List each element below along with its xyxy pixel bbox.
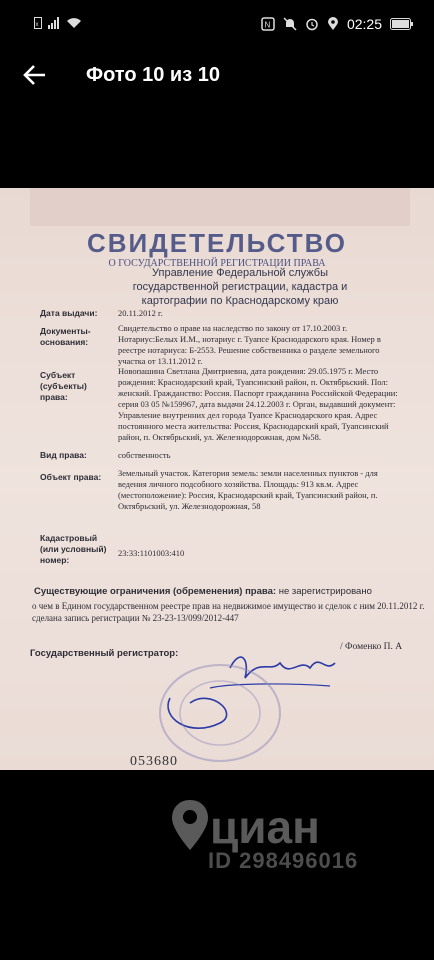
alarm-icon: [305, 17, 319, 31]
back-button[interactable]: [22, 62, 48, 88]
document-issuer: Управление Федеральной службы государственной регистрации, кадастра и картографии по Краснодарскому краю: [132, 267, 348, 307]
mute-icon: [283, 17, 297, 31]
document-title: СВИДЕТЕЛЬСТВО: [87, 228, 347, 258]
restrictions: [34, 586, 424, 597]
registrar-name: / Фоменко П. А: [340, 642, 403, 652]
registration-record: о чем в Едином государственном реестре прав на недвижимое имущество и сделок с ним 20.11.2012 г. сделана запись регистрации № 23-23-13/099/2012-447: [32, 601, 425, 623]
sim-icon: [34, 17, 42, 29]
field-value-cadastral: 23:33:1101003:410: [118, 548, 185, 558]
registrar-label: Государственный регистратор:: [30, 648, 179, 659]
field-value-basis-docs: Свидетельство о праве на наследство по закону от 17.10.2003 г. Нотариус:Белых И.М., нотариус г. Туапсе Краснодарского края. Номер в реестре нотариуса: Б-2553. Решение собственника о разделе земельного участка от 13.11.2012 г.: [118, 323, 381, 366]
field-value-right-type: собственность: [118, 450, 171, 460]
page-title: Фото 10 из 10: [86, 64, 220, 86]
cian-logo-icon: [170, 798, 210, 852]
field-value-subject: Новопашина Светлана Дмитриевна, дата рождения: 29.05.1975 г. Место рождения: Краснодарский край, Туапсинский район, п. Октябрьский. Пол: женский. Гражданство: Россия. Паспорт гражданина Российской Федерации: серия 03 05 №159967, дата выдачи 24.12.2003 г. Орган, выдавший документ: Управление внутренних дел города Туапсе Краснодарского края. Адрес постоянного места жительства: Россия, Краснодарский край, Туапсинский район, п. Октябрьский, ул. Железнодорожная, дом №58.: [118, 366, 398, 442]
arrow-left-icon: [22, 62, 48, 88]
watermark-id: ID 298496016: [208, 848, 359, 873]
field-value-issue-date: 20.11.2012 г.: [118, 308, 163, 318]
watermark-brand: циан: [210, 801, 320, 853]
nfc-icon: [261, 17, 275, 31]
serial-number: 053680: [130, 754, 178, 769]
status-right: [261, 16, 414, 32]
field-label-basis-docs: Документы-основания:: [40, 326, 91, 347]
document-photo[interactable]: [0, 188, 434, 770]
location-icon: [327, 17, 339, 31]
status-left-icons: [34, 17, 82, 29]
field-label-cadastral: Кадастровый (или условный) номер:: [40, 533, 107, 565]
field-label-object: Объект права:: [40, 472, 102, 482]
svg-text:N: N: [264, 20, 271, 30]
wifi-icon: [66, 17, 82, 29]
status-time: 02:25: [346, 16, 382, 32]
top-app-bar: [0, 50, 434, 100]
restrictions-value: не зарегистрировано: [278, 586, 372, 597]
svg-text:x: x: [35, 22, 39, 28]
field-value-object: Земельный участок. Категория земель: земли населенных пунктов - для ведения личного подсобного хозяйства. Площадь: 913 кв.м. Адрес (местоположение): Россия, Краснодарский край, Туапсинский район, п. Октябрьский, ул. Железнодорожная, 58: [118, 468, 378, 511]
restrictions-label: Существующие ограничения (обременения) права:: [34, 586, 277, 597]
battery-icon: [390, 18, 414, 30]
signal-icon: [48, 17, 60, 29]
status-bar: [0, 0, 434, 50]
field-label-right-type: Вид права:: [40, 450, 87, 460]
field-label-subject: Субъект (субъекты) права:: [40, 370, 87, 402]
document-subtitle: О ГОСУДАРСТВЕННОЙ РЕГИСТРАЦИИ ПРАВА: [108, 258, 326, 269]
seal: [150, 658, 290, 768]
document-header-banner: [30, 188, 410, 226]
field-label-issue-date: Дата выдачи:: [40, 308, 98, 318]
